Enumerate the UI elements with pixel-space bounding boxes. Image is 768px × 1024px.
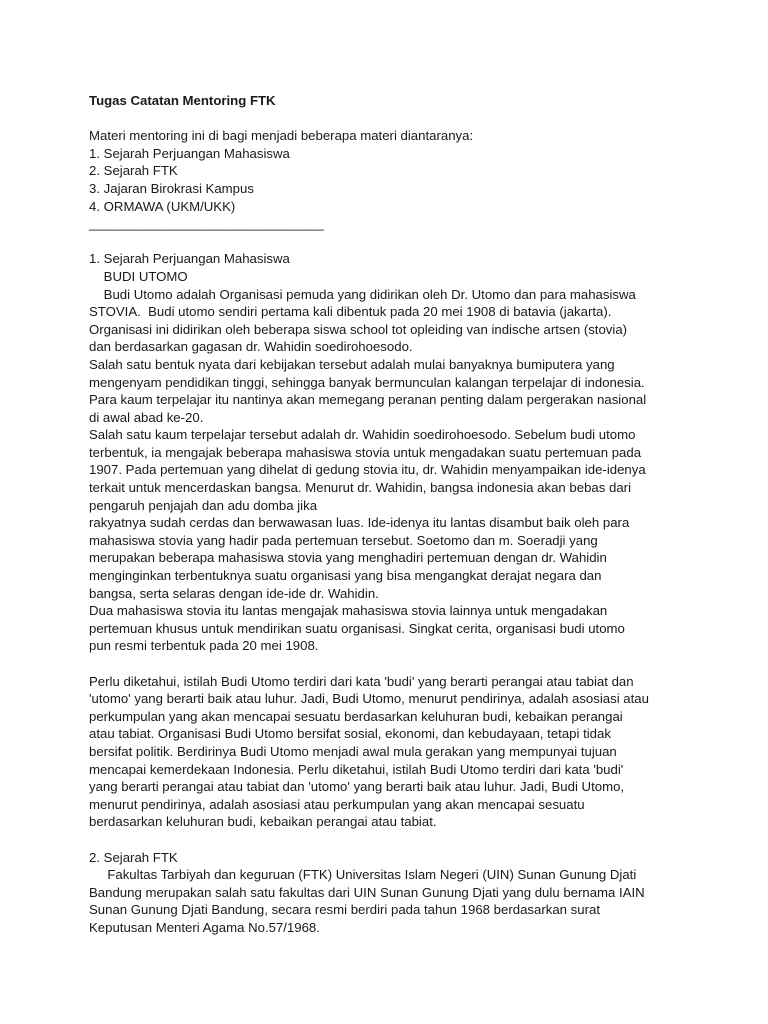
text-line: mencapai kemerdekaan Indonesia. Perlu diketahui, istilah Budi Utomo terdiri dari kata 'budi' xyxy=(89,761,624,777)
text-line: terbentuk, ia mengajak beberapa mahasiswa stovia untuk mengadakan suatu pertemuan pada xyxy=(89,444,642,460)
text-line: 4. ORMAWA (UKM/UKK) xyxy=(89,198,236,214)
text-line: 2. Sejarah FTK xyxy=(89,849,178,865)
text-line: Keputusan Menteri Agama No.57/1968. xyxy=(89,919,320,935)
text-line: 2. Sejarah FTK xyxy=(89,163,178,179)
text-line: dan berdasarkan gagasan dr. Wahidin soedirohoesodo. xyxy=(89,339,413,355)
text-line: Sunan Gunung Djati Bandung, secara resmi berdiri pada tahun 1968 berdasarkan surat xyxy=(89,902,600,918)
text-line: menurut pendirinya, adalah asosiasi atau perkumpulan yang akan mencapai sesuatu xyxy=(89,796,585,812)
text-line: Salah satu kaum terpelajar tersebut adalah dr. Wahidin soedirohoesodo. Sebelum budi utomo xyxy=(89,427,636,443)
document-title: Tugas Catatan Mentoring FTK xyxy=(89,93,276,108)
text-line: di awal abad ke-20. xyxy=(89,409,204,425)
text-line: Para kaum terpelajar itu nantinya akan memegang peranan penting dalam pergerakan nasional xyxy=(89,392,647,408)
text-line: menginginkan terbentuknya suatu organisasi yang bisa mengangkat derajat negara dan xyxy=(89,568,602,584)
blank-line xyxy=(89,831,689,849)
text-line: berdasarkan keluhuran budi, kebaikan perangai atau tabiat. xyxy=(89,814,437,830)
text-line: Budi Utomo adalah Organisasi pemuda yang didirikan oleh Dr. Utomo dan para mahasiswa xyxy=(89,286,636,302)
text-line: Bandung merupakan salah satu fakultas dari UIN Sunan Gunung Djati yang dulu bernama IAIN xyxy=(89,884,645,900)
text-line: atau tabiat. Organisasi Budi Utomo bersifat sosial, ekonomi, dan kebudayaan, tetapi tidak xyxy=(89,726,611,742)
document-page xyxy=(89,92,689,937)
text-line: STOVIA. Budi utomo sendiri pertama kali dibentuk pada 20 mei 1908 di batavia (jakarta). xyxy=(89,304,612,320)
text-line: 1907. Pada pertemuan yang dihelat di gedung stovia itu, dr. Wahidin menyampaikan ide-idenya xyxy=(89,462,646,478)
text-line: 'utomo' yang berarti baik atau luhur. Jadi, Budi Utomo, menurut pendirinya, adalah asosiasi atau xyxy=(89,691,649,707)
text-line: bersifat politik. Berdirinya Budi Utomo menjadi awal mula gerakan yang mempunyai tujuan xyxy=(89,743,617,759)
text-line: mahasiswa stovia yang hadir pada pertemuan tersebut. Soetomo dan m. Soeradji yang xyxy=(89,532,598,548)
text-line: bangsa, serta selaras dengan ide-ide dr. Wahidin. xyxy=(89,585,379,601)
blank-line xyxy=(89,233,689,251)
text-line: Materi mentoring ini di bagi menjadi beberapa materi diantaranya: xyxy=(89,128,474,144)
text-line: pun resmi terbentuk pada 20 mei 1908. xyxy=(89,638,319,654)
text-line: Organisasi ini didirikan oleh beberapa siswa school tot opleiding van indische artsen (stovia) xyxy=(89,321,628,337)
text-line: 1. Sejarah Perjuangan Mahasiswa xyxy=(89,251,290,267)
text-line: ________________________________ xyxy=(89,216,324,232)
text-line: mengenyam pendidikan tinggi, sehingga banyak bermunculan kalangan terpelajar di indonesia. xyxy=(89,374,645,390)
text-line: yang berarti perangai atau tabiat dan 'utomo' yang berarti baik atau luhur. Jadi, Budi Utomo, xyxy=(89,779,625,795)
blank-line xyxy=(89,655,689,673)
text-line: perkumpulan yang akan mencapai sesuatu berdasarkan keluhuran budi, kebaikan perangai xyxy=(89,708,623,724)
blank-line xyxy=(89,110,689,128)
text-line: rakyatnya sudah cerdas dan berwawasan luas. Ide-idenya itu lantas disambut baik oleh para xyxy=(89,515,630,531)
text-line: 1. Sejarah Perjuangan Mahasiswa xyxy=(89,145,290,161)
text-line: pengaruh penjajah dan adu domba jika xyxy=(89,497,318,513)
text-line: Fakultas Tarbiyah dan keguruan (FTK) Universitas Islam Negeri (UIN) Sunan Gunung Djati xyxy=(89,867,637,883)
text-line: pertemuan khusus untuk mendirikan suatu organisasi. Singkat cerita, organisasi budi utomo xyxy=(89,620,625,636)
text-line: terkait untuk mencerdaskan bangsa. Menurut dr. Wahidin, bangsa indonesia akan bebas dari xyxy=(89,480,631,496)
text-line: BUDI UTOMO xyxy=(89,268,188,284)
text-line: Perlu diketahui, istilah Budi Utomo terdiri dari kata 'budi' yang berarti perangai atau tabiat dan xyxy=(89,673,634,689)
text-line: Salah satu bentuk nyata dari kebijakan tersebut adalah mulai banyaknya bumiputera yang xyxy=(89,356,615,372)
text-line: Dua mahasiswa stovia itu lantas mengajak mahasiswa stovia lainnya untuk mengadakan xyxy=(89,603,608,619)
text-line: merupakan beberapa mahasiswa stovia yang menghadiri pertemuan dengan dr. Wahidin xyxy=(89,550,607,566)
text-line: 3. Jajaran Birokrasi Kampus xyxy=(89,180,254,196)
